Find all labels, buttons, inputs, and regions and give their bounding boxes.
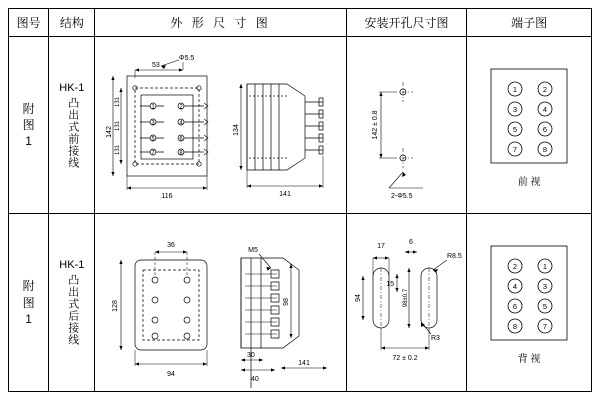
row-1-terminal-diagram bbox=[467, 36, 592, 214]
dim-134: 134 bbox=[233, 124, 241, 136]
structure-description: 凸出式后接线 bbox=[66, 274, 79, 347]
table-header-row bbox=[9, 9, 592, 37]
structure-code: HK-1 bbox=[59, 259, 85, 272]
terminal-label-7: 7 bbox=[151, 150, 156, 157]
row-2-structure bbox=[49, 214, 95, 392]
dim-M5: M5 bbox=[248, 246, 259, 254]
terminal-label-5: 5 bbox=[151, 136, 156, 143]
row-2-terminal-diagram bbox=[467, 214, 592, 392]
terminal-3: 3 bbox=[543, 282, 548, 292]
dim-72-tol: 72 ± 0.2 bbox=[392, 354, 418, 362]
dim-141: 141 bbox=[279, 191, 292, 199]
spec-table bbox=[8, 8, 592, 392]
figure-no-line-2: 图 bbox=[22, 118, 35, 133]
dim-94: 94 bbox=[354, 293, 362, 302]
terminal-8: 8 bbox=[543, 144, 548, 154]
dim-116: 116 bbox=[161, 193, 174, 201]
terminal-7: 7 bbox=[543, 322, 548, 332]
row-1-mounting-drawing bbox=[346, 36, 467, 214]
dim-53: 53 bbox=[152, 62, 161, 70]
terminal-label-3: 3 bbox=[151, 120, 156, 127]
mounting-holes-front bbox=[347, 40, 465, 210]
dim-94: 94 bbox=[167, 370, 176, 378]
terminal-3: 3 bbox=[513, 104, 518, 114]
header-col-struct: 结构 bbox=[49, 9, 95, 37]
row-1-figure-no bbox=[9, 36, 49, 214]
table-row bbox=[9, 214, 592, 392]
terminal-4: 4 bbox=[513, 282, 518, 292]
outline-drawing-rear-wiring bbox=[95, 218, 343, 388]
dim-40: 40 bbox=[251, 375, 260, 383]
header-col-terminal: 端子图 bbox=[467, 9, 592, 37]
terminal-label-2: 2 bbox=[179, 104, 184, 111]
terminal-5: 5 bbox=[543, 302, 548, 312]
dim-131-b: 131 bbox=[115, 121, 122, 132]
header-col-no: 图号 bbox=[9, 9, 49, 37]
terminal-7: 7 bbox=[513, 144, 518, 154]
terminal-5: 5 bbox=[513, 124, 518, 134]
terminal-label-1: 1 bbox=[151, 104, 156, 111]
dim-141: 141 bbox=[298, 359, 311, 367]
dim-142-tol: 142 ± 0.8 bbox=[371, 110, 379, 140]
terminal-layout-front bbox=[483, 63, 575, 171]
dim-131-a: 131 bbox=[115, 97, 122, 108]
structure-code: HK-1 bbox=[59, 81, 85, 94]
terminal-2: 2 bbox=[543, 84, 548, 94]
dim-17: 17 bbox=[376, 242, 385, 250]
structure-description: 凸出式前接线 bbox=[66, 96, 79, 169]
dim-142: 142 bbox=[106, 126, 114, 138]
row-2-outline-drawing bbox=[95, 214, 346, 392]
mounting-holes-rear bbox=[347, 218, 465, 388]
header-col-mount: 安装开孔尺寸图 bbox=[346, 9, 467, 37]
terminal-6: 6 bbox=[513, 302, 518, 312]
terminal-label-6: 6 bbox=[179, 136, 184, 143]
terminal-label-4: 4 bbox=[179, 120, 184, 127]
terminal-6: 6 bbox=[543, 124, 548, 134]
terminal-1: 1 bbox=[513, 84, 518, 94]
figure-no-line-2: 图 bbox=[22, 295, 35, 310]
header-col-outline: 外 形 尺 寸 图 bbox=[95, 9, 346, 37]
figure-no-line-3: 1 bbox=[25, 311, 32, 326]
terminal-view-label-rear: 背 视 bbox=[517, 354, 541, 366]
figure-no-line-3: 1 bbox=[25, 134, 32, 149]
dim-R85: R8.5 bbox=[446, 252, 462, 260]
terminal-layout-rear bbox=[483, 240, 575, 348]
dim-6: 6 bbox=[408, 238, 413, 246]
figure-no-line-1: 附 bbox=[22, 101, 35, 116]
outline-drawing-front-wiring bbox=[95, 40, 343, 210]
dim-131-c: 131 bbox=[115, 145, 122, 156]
dim-phi55: Φ5.5 bbox=[179, 55, 195, 63]
terminal-2: 2 bbox=[513, 262, 518, 272]
dim-30: 30 bbox=[247, 351, 256, 359]
row-2-figure-no bbox=[9, 214, 49, 392]
dim-128: 128 bbox=[112, 299, 120, 312]
table-row bbox=[9, 36, 592, 214]
terminal-1: 1 bbox=[543, 262, 548, 272]
dim-R3: R3 bbox=[430, 334, 440, 342]
dim-15: 15 bbox=[385, 280, 394, 288]
dim-36: 36 bbox=[167, 241, 176, 249]
terminal-4: 4 bbox=[543, 104, 548, 114]
figure-no-text bbox=[9, 101, 48, 150]
dim-98: 98 bbox=[283, 297, 291, 306]
terminal-view-label-front: 前 视 bbox=[517, 176, 541, 188]
figure-no-text bbox=[9, 278, 48, 327]
row-1-outline-drawing bbox=[95, 36, 346, 214]
dim-98-tol: 98±0.7 bbox=[402, 288, 409, 307]
dim-2-phi55: 2-Φ5.5 bbox=[390, 193, 413, 201]
figure-no-line-1: 附 bbox=[22, 279, 35, 294]
terminal-8: 8 bbox=[513, 322, 518, 332]
row-2-mounting-drawing bbox=[346, 214, 467, 392]
row-1-structure bbox=[49, 36, 95, 214]
terminal-label-8: 8 bbox=[179, 150, 184, 157]
